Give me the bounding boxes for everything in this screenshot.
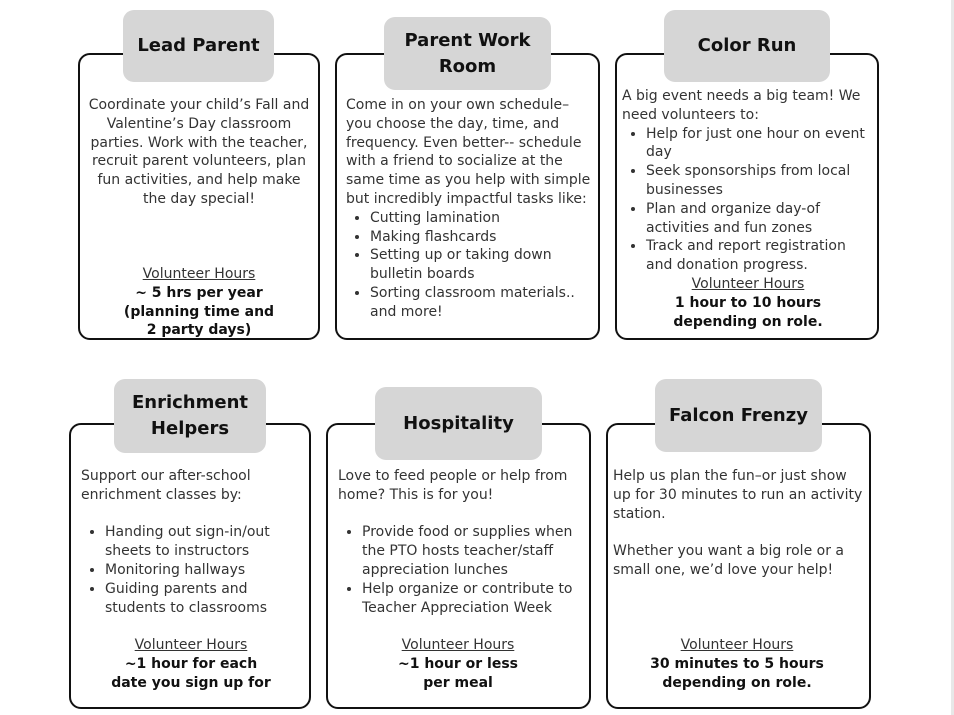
title-line: Room — [438, 55, 497, 77]
enrichment-helpers-hours — [77, 636, 305, 692]
color-run-body — [622, 87, 874, 275]
spacer — [81, 505, 307, 524]
falcon-frenzy-body — [613, 467, 865, 580]
title-line: Parent Work — [404, 29, 531, 51]
hospitality-list — [338, 523, 586, 617]
card-title-color-run: Color Run — [664, 10, 830, 82]
hours-label: Volunteer Hours — [401, 637, 515, 653]
hours-value-line: per meal — [423, 674, 493, 691]
spacer — [338, 505, 586, 524]
list-item: • Provide food or supplies when the PTO hosts teacher/staff appreciation lunches — [362, 523, 586, 579]
lead-parent-body — [86, 96, 312, 209]
card-title-parent-work-room — [384, 17, 551, 90]
hours-value-line: date you sign up for — [111, 674, 271, 691]
hours-label: Volunteer Hours — [691, 276, 805, 292]
hours-value-line: depending on role. — [662, 674, 812, 691]
card-title-falcon-frenzy: Falcon Frenzy — [655, 379, 822, 452]
color-run-hours — [622, 275, 874, 331]
list-item: • Guiding parents and students to classrooms — [105, 580, 307, 618]
hours-value-line: 30 minutes to 5 hours — [650, 655, 824, 672]
list-item: • Setting up or taking down bulletin boards — [370, 246, 594, 284]
list-item: • Seek sponsorships from local businesses — [646, 162, 874, 200]
card-title-enrichment-helpers — [114, 379, 266, 453]
enrichment-helpers-list — [81, 523, 307, 617]
enrichment-helpers-intro: Support our after-school enrichment classes by: — [81, 468, 251, 503]
hours-value-line: 2 party days) — [146, 322, 252, 339]
title-line: Helpers — [150, 418, 230, 439]
falcon-frenzy-second: Whether you want a big role or a small one, we’d love your help! — [613, 543, 844, 578]
list-item: • Help for just one hour on event day — [646, 125, 874, 163]
color-run-intro: A big event needs a big team! We need volunteers to: — [622, 88, 861, 123]
list-item: • Help organize or contribute to Teacher Appreciation Week — [362, 580, 586, 618]
list-item: • Cutting lamination — [370, 209, 594, 228]
hours-value-line: (planning time and — [123, 303, 275, 320]
card-title-lead-parent: Lead Parent — [123, 10, 274, 82]
list-item: • Plan and organize day-of activities and fun zones — [646, 200, 874, 238]
hours-label: Volunteer Hours — [142, 266, 256, 282]
hours-label: Volunteer Hours — [134, 637, 248, 653]
lead-parent-description: Coordinate your child’s Fall and Valentine’s Day classroom parties. Work with the teacher, recruit parent volunteers, plan fun activities, and help make the day special! — [88, 97, 310, 207]
spacer — [613, 523, 865, 542]
hours-value-line: ~ 5 hrs per year — [135, 284, 263, 301]
hours-value-line: 1 hour to 10 hours — [674, 294, 822, 311]
hospitality-body — [338, 467, 586, 617]
parent-work-room-body — [346, 96, 594, 322]
list-item: • Handing out sign-in/out sheets to instructors — [105, 523, 307, 561]
list-item: • Track and report registration and donation progress. — [646, 237, 874, 275]
card-title-hospitality: Hospitality — [375, 387, 542, 460]
hospitality-intro: Love to feed people or help from home? This is for you! — [338, 468, 568, 503]
color-run-list — [622, 125, 874, 275]
hospitality-hours — [334, 636, 582, 692]
hours-value-line: depending on role. — [673, 313, 823, 330]
list-item: • Monitoring hallways — [105, 561, 307, 580]
hours-value-line: ~1 hour or less — [397, 655, 519, 672]
enrichment-helpers-body — [81, 467, 307, 617]
list-item: • Making flashcards — [370, 228, 594, 247]
falcon-frenzy-hours — [611, 636, 863, 692]
hours-value-line: ~1 hour for each — [124, 655, 258, 672]
parent-work-room-list — [346, 209, 594, 322]
lead-parent-hours — [86, 265, 312, 340]
hours-label: Volunteer Hours — [680, 637, 794, 653]
falcon-frenzy-intro: Help us plan the fun–or just show up for 30 minutes to run an activity station. — [613, 468, 863, 522]
list-item: • Sorting classroom materials.. and more! — [370, 284, 594, 322]
parent-work-room-intro: Come in on your own schedule– you choose the day, time, and frequency. Even better-- schedule with a friend to socialize at the same time as you help with simple but incredibly impactful tasks like: — [346, 97, 591, 207]
title-line: Enrichment — [131, 392, 249, 413]
